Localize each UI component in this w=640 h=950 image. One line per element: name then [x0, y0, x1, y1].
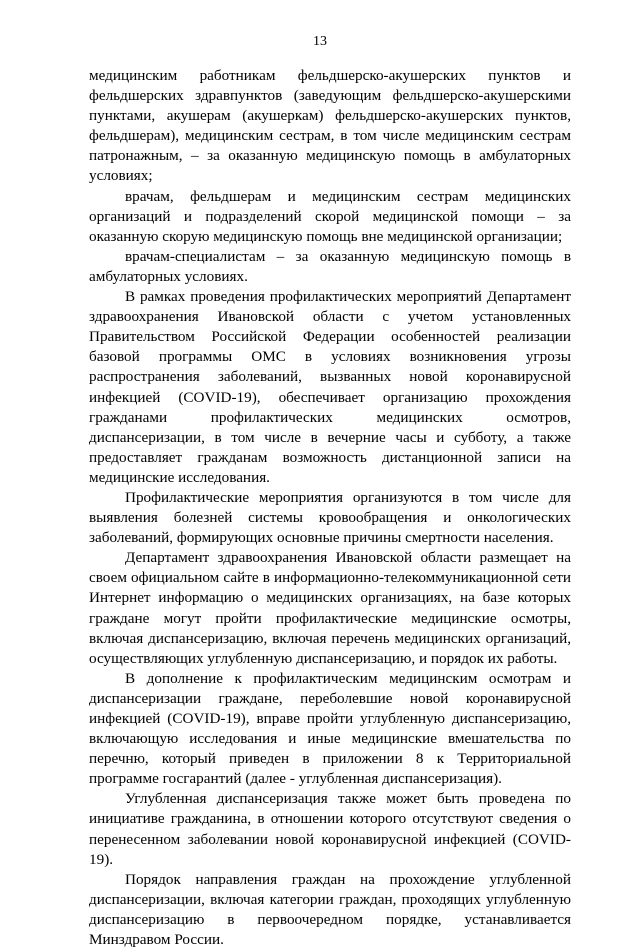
paragraph-9: Порядок направления граждан на прохождение углубленной диспансеризации, включая категории граждан, проходящих углубленную диспансеризацию в первоочередном порядке, устанавливается Минздравом России. — [89, 870, 571, 949]
paragraph-6: Департамент здравоохранения Ивановской области размещает на своем официальном сайте в информационно-телекоммуникационной сети Интернет информацию о медицинских организациях, на базе которых граждане могут пройти профилактические медицинские осмотры, включая диспансеризацию, включая перечень медицинских организаций, осуществляющих углубленную диспансеризацию, и порядок их работы. — [89, 549, 571, 667]
paragraph-3: врачам-специалистам – за оказанную медицинскую помощь в амбулаторных условиях. — [89, 247, 571, 285]
paragraph-2: врачам, фельдшерам и медицинским сестрам медицинских организаций и подразделений скорой медицинской помощи – за оказанную скорую медицинскую помощь вне медицинской организации; — [89, 187, 571, 245]
paragraph-5: Профилактические мероприятия организуются в том числе для выявления болезней системы кровообращения и онкологических заболеваний, формирующих основные причины смертности населения. — [89, 488, 571, 547]
paragraph-1: медицинским работникам фельдшерско-акушерских пунктов и фельдшерских здравпунктов (заведующим фельдшерско-акушерскими пунктами, акушерам (акушеркам) фельдшерско-акушерских пунктов, фельдшерам), медицинским сестрам, в том числе медицинским сестрам патронажным, – за оказанную медицинскую помощь в амбулаторных условиях; — [89, 67, 571, 185]
paragraph-7: В дополнение к профилактическим медицинским осмотрам и диспансеризации граждане, переболевшие новой коронавирусной инфекцией (COVID-19), вправе пройти углубленную диспансеризацию, включающую исследования и иные медицинские вмешательства по перечню, который приведен в приложении 8 к Территориальной программе госгарантий (далее - углубленная диспансеризация). — [89, 669, 571, 788]
document-body — [89, 66, 571, 950]
paragraph-4: В рамках проведения профилактических мероприятий Департамент здравоохранения Ивановской области с учетом установленных Правительством Российской Федерации особенностей реализации базовой программы ОМС в условиях возникновения угрозы распространения заболеваний, вызванных новой коронавирусной инфекцией (COVID-19), обеспечивает организацию прохождения гражданами профилактических медицинских осмотров, диспансеризации, в том числе в вечерние часы и субботу, а также предоставляет гражданам возможность дистанционной записи на медицинские исследования. — [89, 288, 571, 486]
paragraph-8: Углубленная диспансеризация также может быть проведена по инициативе гражданина, в отношении которого отсутствуют сведения о перенесенном заболевании новой коронавирусной инфекцией (COVID-19). — [89, 790, 571, 868]
page-number: 13 — [313, 34, 327, 49]
